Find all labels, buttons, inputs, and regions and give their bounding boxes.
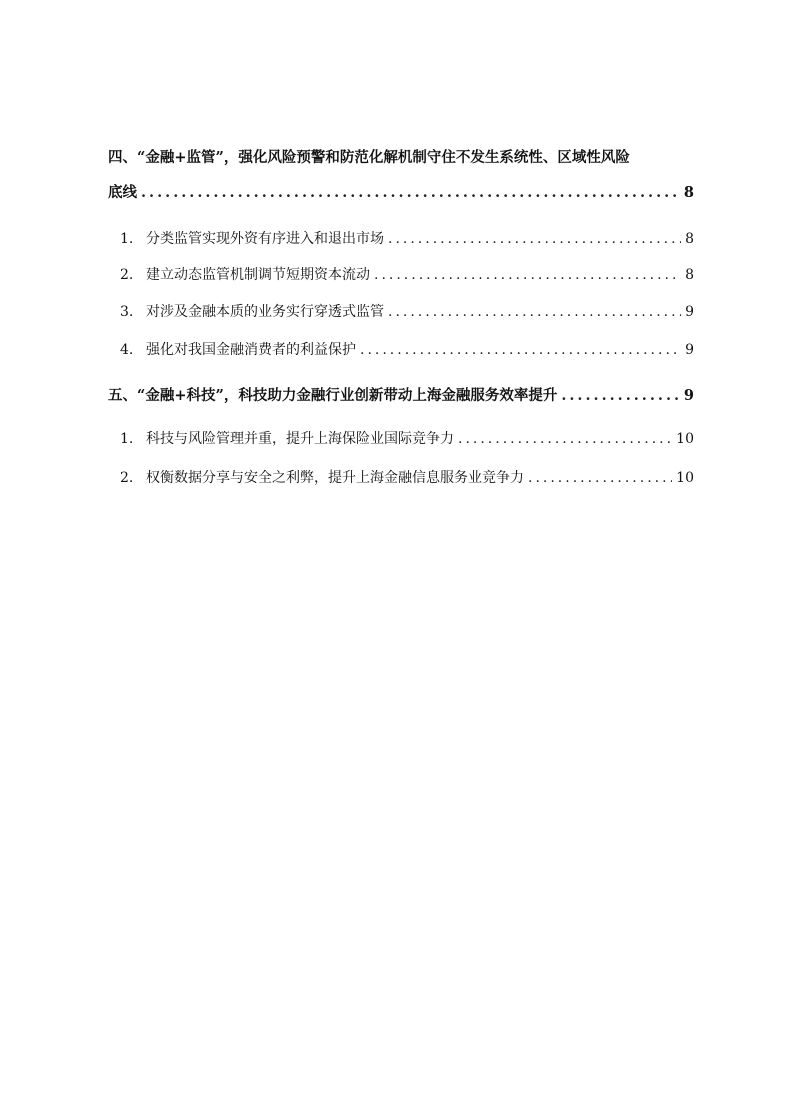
toc-page-number: 8 <box>685 231 694 247</box>
dot-leader <box>374 267 681 283</box>
toc-page-number: 10 <box>676 431 694 447</box>
toc-section-5-entry[interactable] <box>108 384 694 405</box>
toc-section-4-title-line1[interactable]: 四、“金融+监管”，强化风险预警和防范化解机制守住不发生系统性、区域性风险 <box>108 149 630 166</box>
toc-item-text: 权衡数据分享与安全之利弊，提升上海金融信息服务业竞争力 <box>146 470 524 486</box>
toc-item-4-1[interactable] <box>120 228 694 248</box>
toc-page-number: 9 <box>683 387 694 404</box>
dot-leader <box>388 304 681 320</box>
dot-leader <box>141 184 680 201</box>
toc-item-number: 1. <box>120 231 134 247</box>
dot-leader <box>388 231 681 247</box>
dot-leader <box>561 387 680 404</box>
toc-item-number: 2. <box>120 470 134 486</box>
toc-section-4-title-line2: 底线 <box>108 184 137 201</box>
toc-item-5-1[interactable] <box>120 428 694 448</box>
toc-item-text: 对涉及金融本质的业务实行穿透式监管 <box>146 304 384 320</box>
toc-section-5-title: 五、“金融+科技”，科技助力金融行业创新带动上海金融服务效率提升 <box>108 387 558 404</box>
toc-item-text: 建立动态监管机制调节短期资本流动 <box>146 267 370 283</box>
toc-item-number: 2. <box>120 267 134 283</box>
toc-page-number: 9 <box>685 342 694 358</box>
toc-item-text: 强化对我国金融消费者的利益保护 <box>146 342 356 358</box>
dot-leader <box>528 470 672 486</box>
toc-page-number: 8 <box>685 267 694 283</box>
toc-item-4-3[interactable] <box>120 301 694 321</box>
toc-page-number: 8 <box>683 184 694 201</box>
toc-page-number: 9 <box>685 304 694 320</box>
toc-item-number: 1. <box>120 431 134 447</box>
dot-leader <box>360 342 681 358</box>
dot-leader <box>458 431 672 447</box>
toc-item-number: 3. <box>120 304 134 320</box>
toc-item-text: 分类监管实现外资有序进入和退出市场 <box>146 231 384 247</box>
toc-section-4-entry[interactable] <box>108 181 694 202</box>
toc-item-text: 科技与风险管理并重，提升上海保险业国际竞争力 <box>146 431 454 447</box>
toc-item-4-4[interactable] <box>120 339 694 359</box>
toc-item-4-2[interactable] <box>120 264 694 284</box>
toc-item-number: 4. <box>120 342 134 358</box>
toc-page-number: 10 <box>676 470 694 486</box>
toc-item-5-2[interactable] <box>120 467 694 487</box>
